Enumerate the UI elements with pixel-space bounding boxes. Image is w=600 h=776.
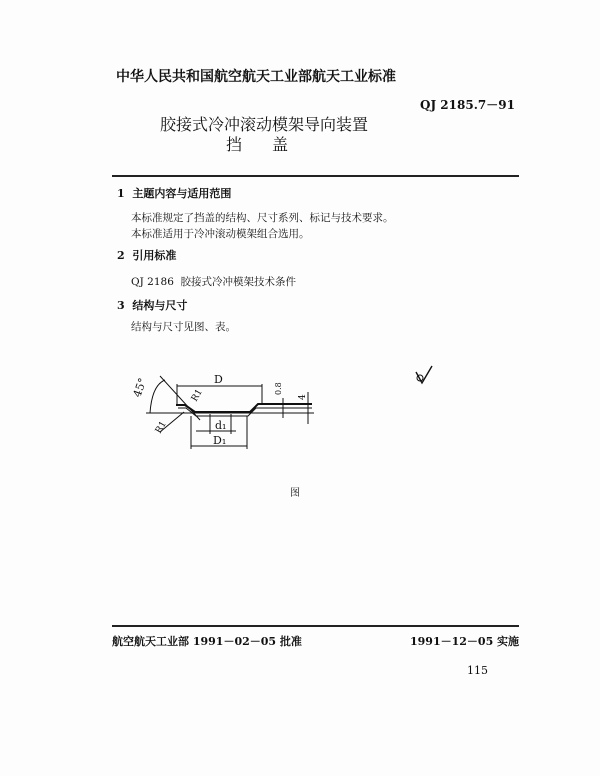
label-r1: R1 <box>189 387 205 404</box>
section-3-line: 结构与尺寸见图、表。 <box>131 321 236 333</box>
label-thickness: 0.8 <box>274 382 283 395</box>
section-1-line: 本标准适用于冷冲滚动模架组合选用。 <box>131 228 310 240</box>
section-2-line: QJ 2186 胶接式冷冲模架技术条件 <box>131 276 297 288</box>
section-1-line: 本标准规定了挡盖的结构、尺寸系列、标记与技术要求。 <box>131 212 394 224</box>
label-D1: D₁ <box>213 434 227 447</box>
section-1-heading: 1 主题内容与适用范围 <box>117 187 232 200</box>
figure-caption: 图 <box>290 488 300 499</box>
effective-date: 1991－12－05 实施 <box>410 635 520 648</box>
label-angle: 45° <box>130 376 150 400</box>
page-number: 115 <box>467 664 488 677</box>
footer-rule <box>112 625 519 627</box>
document-subtitle: 挡盖 <box>226 135 319 154</box>
approval-date: 航空航天工业部 1991－02－05 批准 <box>112 635 302 648</box>
section-2-heading: 2 引用标准 <box>117 249 177 262</box>
document-title: 胶接式冷冲滚动模架导向装置 <box>160 115 369 134</box>
label-height: 4 <box>298 394 308 400</box>
label-D: D <box>214 373 223 386</box>
standard-code: QJ 2185.7－91 <box>420 98 515 112</box>
section-3-heading: 3 结构与尺寸 <box>117 299 188 312</box>
issuer-header: 中华人民共和国航空航天工业部航天工业标准 <box>116 69 396 85</box>
label-d1: d₁ <box>215 419 227 432</box>
label-r2: R1 <box>153 419 169 436</box>
